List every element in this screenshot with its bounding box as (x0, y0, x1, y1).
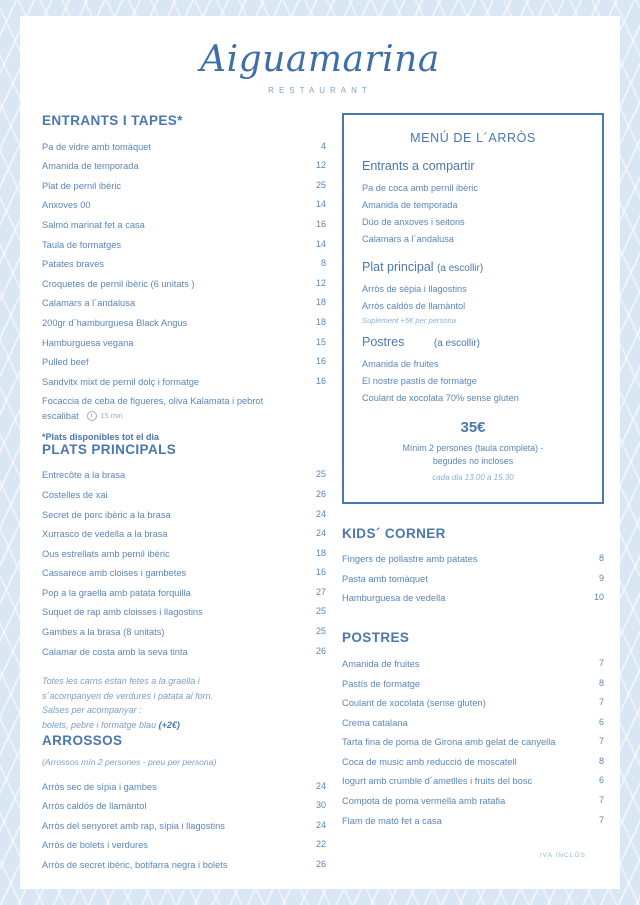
list-item (42, 137, 326, 157)
item-name: Croquetes de pernil ibèric (6 unitats ) (42, 278, 195, 289)
item-price: 25 (315, 626, 326, 637)
item-price: 26 (315, 488, 326, 499)
list-item (342, 569, 604, 589)
menu-arros-plat-list (362, 281, 584, 315)
menu-columns (20, 113, 620, 875)
item-name: 200gr d´hamburguesa Black Angus (42, 317, 188, 328)
item-name: Arròs sec de sípia i gambes (42, 781, 157, 792)
item-price: 24 (315, 819, 326, 830)
item-name: Arròs del senyoret amb rap, sípia i llagostins (42, 820, 225, 831)
menu-arros-footer (362, 442, 584, 483)
list-item (42, 485, 326, 505)
list-item (342, 694, 604, 714)
section-title-entrants: ENTRANTS I TAPES* (42, 113, 183, 128)
list-item (42, 525, 326, 545)
menu-arros-footer-hours: cada dia 13.00 a 15.30 (432, 472, 514, 482)
menu-arros-postres-label: Postres (362, 335, 405, 350)
item-name: Salmó marinat fet a casa (42, 219, 145, 230)
item-name: Compota de poma vermella amb ratafia (342, 796, 506, 807)
item-price: 24 (315, 780, 326, 791)
list-item (342, 654, 604, 674)
item-price: 16 (315, 567, 326, 578)
menu-arros-footer-line1: Mínim 2 persones (taula completa) - (402, 443, 544, 454)
prep-time-badge (87, 410, 123, 422)
item-price: 14 (315, 238, 326, 249)
list-item: Coulant de xocolata 70% sense gluten (362, 393, 519, 404)
menu-arros-postres-list (362, 356, 584, 407)
list-item (42, 333, 326, 353)
item-price: 16 (315, 356, 326, 367)
section-title-postres: POSTRES (342, 630, 410, 646)
item-price: 6 (598, 716, 604, 727)
section-title-plats: PLATS PRINCIPALS (42, 441, 177, 457)
item-price: 24 (315, 508, 326, 519)
list-item (42, 466, 326, 486)
menu-arros-plat-title (362, 260, 584, 274)
item-name: Arròs caldós de llamàntol (42, 801, 147, 812)
list-item (42, 255, 326, 275)
item-name: Anxoves 00 (42, 200, 91, 211)
item-price: 30 (315, 800, 326, 811)
item-name: Pastís de formatge (342, 678, 421, 689)
list-item (342, 752, 604, 772)
right-column (342, 113, 604, 875)
menu-arros-suplement: Suplement +5€ per persona (362, 316, 456, 326)
plats-note (42, 674, 326, 733)
list-item (42, 544, 326, 564)
list-item (42, 392, 326, 426)
list-item (42, 215, 326, 235)
item-price: 24 (315, 528, 326, 539)
list-item (42, 176, 326, 196)
plats-note-line2: s´acompanyen de verdures i patata al forn. (42, 690, 214, 701)
item-price: 18 (315, 547, 326, 558)
menu-arros-entrants-title: Entrants a compartir (362, 159, 475, 173)
item-name: Arròs de bolets i verdures (42, 840, 148, 851)
list-item (42, 235, 326, 255)
arrossos-subnote: (Arrossos mín 2 persones - preu per persona) (42, 757, 217, 768)
item-price: 25 (315, 179, 326, 190)
list-item (42, 372, 326, 392)
list-item: Pa de coca amb pernil ibèric (362, 183, 478, 193)
item-name: Hamburguesa de vedella (342, 593, 446, 604)
list-item (42, 196, 326, 216)
menu-arros-box (342, 113, 604, 504)
list-arrossos (42, 777, 326, 875)
plats-note-line3: Salses per acompanyar : (42, 705, 142, 716)
item-price: 6 (598, 775, 604, 786)
menu-arros-footer-line2: begudes no incloses (432, 456, 514, 467)
list-item (42, 583, 326, 603)
item-name: Entrecôte a la brasa (42, 470, 126, 481)
item-name: Amanida de fruites (342, 658, 420, 669)
item-name: Secret de porc ibèric a la brasa (42, 509, 171, 520)
menu-arros-price: 35€ (460, 419, 486, 437)
item-name: Taula de formatges (42, 239, 122, 250)
menu-arros-plat-choice: (a escollir) (437, 262, 484, 274)
section-title-kids: KIDS´ CORNER (342, 525, 446, 541)
section-title-arrossos: ARROSSOS (42, 733, 123, 749)
menu-arros-postres-choice: (a escollir) (433, 338, 480, 350)
menu-arros-title: MENÚ DE L´ARRÒS (410, 131, 536, 145)
left-column (42, 113, 326, 875)
list-item (342, 589, 604, 609)
item-name: Patates braves (42, 259, 105, 270)
item-price: 18 (315, 297, 326, 308)
item-price: 15 (315, 336, 326, 347)
list-item (342, 713, 604, 733)
list-item (342, 772, 604, 792)
item-price: 8 (598, 677, 604, 688)
list-item (42, 274, 326, 294)
item-price: 27 (315, 586, 326, 597)
item-price: 10 (593, 592, 604, 603)
list-item: Amanida de temporada (362, 199, 458, 210)
item-price: 16 (315, 218, 326, 229)
plats-note-line4 (42, 718, 326, 733)
item-price: 14 (315, 199, 326, 210)
item-name: Pa de vidre amb tomàquet (42, 141, 152, 152)
brand-header (20, 16, 620, 95)
item-price: 7 (598, 736, 604, 747)
item-name: Pop a la graella amb patata forquilla (42, 587, 191, 598)
item-price: 7 (598, 697, 604, 708)
list-item: Arròs caldós de llamàntol (362, 300, 466, 311)
list-postres (342, 654, 604, 830)
item-name: Gambes a la brasa (8 unitats) (42, 627, 165, 638)
list-item: Dúo de anxoves i seitons (362, 216, 465, 227)
item-name: Iogurt amb crumble d´ametlles i fruits del bosc (342, 776, 533, 787)
restaurant-name: Aiguamarina (200, 39, 440, 80)
plats-note-sauces: bolets, pebre i formatge blau (42, 720, 157, 731)
item-name: Sandvitx mixt de pernil dolç i formatge (42, 376, 200, 387)
item-name: Crema catalana (342, 717, 408, 728)
item-name: Tarta fina de poma de Girona amb gelat de canyella (342, 737, 556, 748)
item-price: 22 (315, 839, 326, 850)
list-item (342, 791, 604, 811)
item-price: 25 (315, 606, 326, 617)
item-name: Amanida de temporada (42, 161, 139, 172)
item-name: Arròs de secret ibèric, botifarra negra i bolets (42, 860, 228, 870)
list-item (42, 313, 326, 333)
item-price: 4 (320, 140, 326, 151)
item-price: 8 (598, 553, 604, 564)
item-name-text: Focaccia de ceba de figueres, oliva Kalamata i pebrot escalibat (42, 396, 264, 421)
item-price: 8 (320, 258, 326, 269)
item-price: 26 (315, 859, 326, 869)
item-name: Xurrasco de vedella a la brasa (42, 529, 168, 540)
item-price: 25 (315, 469, 326, 480)
item-name: Costelles de xai (42, 489, 108, 500)
item-name: Calamars a l´andalusa (42, 298, 136, 309)
item-name: Hamburguesa vegana (42, 337, 134, 348)
plats-note-line1: Totes les carns estan fetes a la graella i (42, 675, 200, 686)
menu-sheet (20, 16, 620, 889)
plats-note-extra: (+2€) (158, 720, 180, 731)
list-item (42, 353, 326, 373)
item-name: Suquet de rap amb cloisses i llagostins (42, 607, 203, 618)
item-name: Ous estrellats amb pernil ibèric (42, 548, 170, 559)
list-item (42, 157, 326, 177)
list-item (42, 564, 326, 584)
item-price: 7 (598, 814, 604, 825)
item-name: Fingers de pollastre amb patates (342, 554, 478, 565)
list-plats (42, 466, 326, 662)
prep-time-label: 15 min (100, 411, 123, 421)
item-name: Calamar de costa amb la seva tinta (42, 646, 188, 657)
item-name: Plat de pernil ibèric (42, 180, 122, 191)
item-name: Cassarece amb cloises i gambetes (42, 568, 187, 579)
menu-arros-postres-title (362, 335, 584, 349)
item-price: 7 (598, 657, 604, 668)
iva-note: IVA INCLÒS (539, 852, 586, 859)
list-item (42, 797, 326, 817)
list-item (42, 603, 326, 623)
item-price: 7 (598, 795, 604, 806)
clock-icon (87, 411, 97, 421)
list-item (42, 294, 326, 314)
item-name: Coulant de xocolata (sense gluten) (342, 698, 486, 709)
menu-arros-entrants-list (362, 180, 584, 248)
item-price: 16 (315, 375, 326, 386)
list-item (342, 550, 604, 570)
item-name: Pasta amb tomàquet (342, 573, 428, 584)
list-item: Calamars a l´andalusa (362, 233, 454, 244)
list-item: El nostre pastís de formatge (362, 376, 477, 387)
item-price: 12 (315, 160, 326, 171)
item-name: Flam de mató fet a casa (342, 815, 442, 826)
menu-arros-plat-label: Plat principal (362, 259, 434, 274)
list-kids (342, 550, 604, 609)
list-item (342, 811, 604, 831)
item-price: 8 (598, 755, 604, 766)
item-name: Pulled beef (42, 357, 89, 368)
item-price: 18 (315, 316, 326, 327)
item-price: 9 (598, 572, 604, 583)
item-price: 26 (315, 645, 326, 656)
list-entrants (42, 137, 326, 426)
list-item (342, 674, 604, 694)
restaurant-subtitle: RESTAURANT (268, 86, 372, 95)
list-item: Arròs de sèpia i llagostins (362, 283, 467, 294)
item-name (42, 394, 310, 423)
item-name: Coca de music amb reducció de moscatell (342, 756, 517, 767)
list-item: Amanida de fruites (362, 359, 439, 370)
list-item (42, 777, 326, 797)
list-item (42, 622, 326, 642)
list-item (42, 505, 326, 525)
list-item (42, 816, 326, 836)
list-item (42, 836, 326, 856)
list-item (42, 642, 326, 662)
list-item (42, 855, 326, 875)
list-item (342, 733, 604, 753)
entrants-note: *Plats disponibles tot el dia (42, 431, 160, 442)
item-price: 12 (315, 277, 326, 288)
